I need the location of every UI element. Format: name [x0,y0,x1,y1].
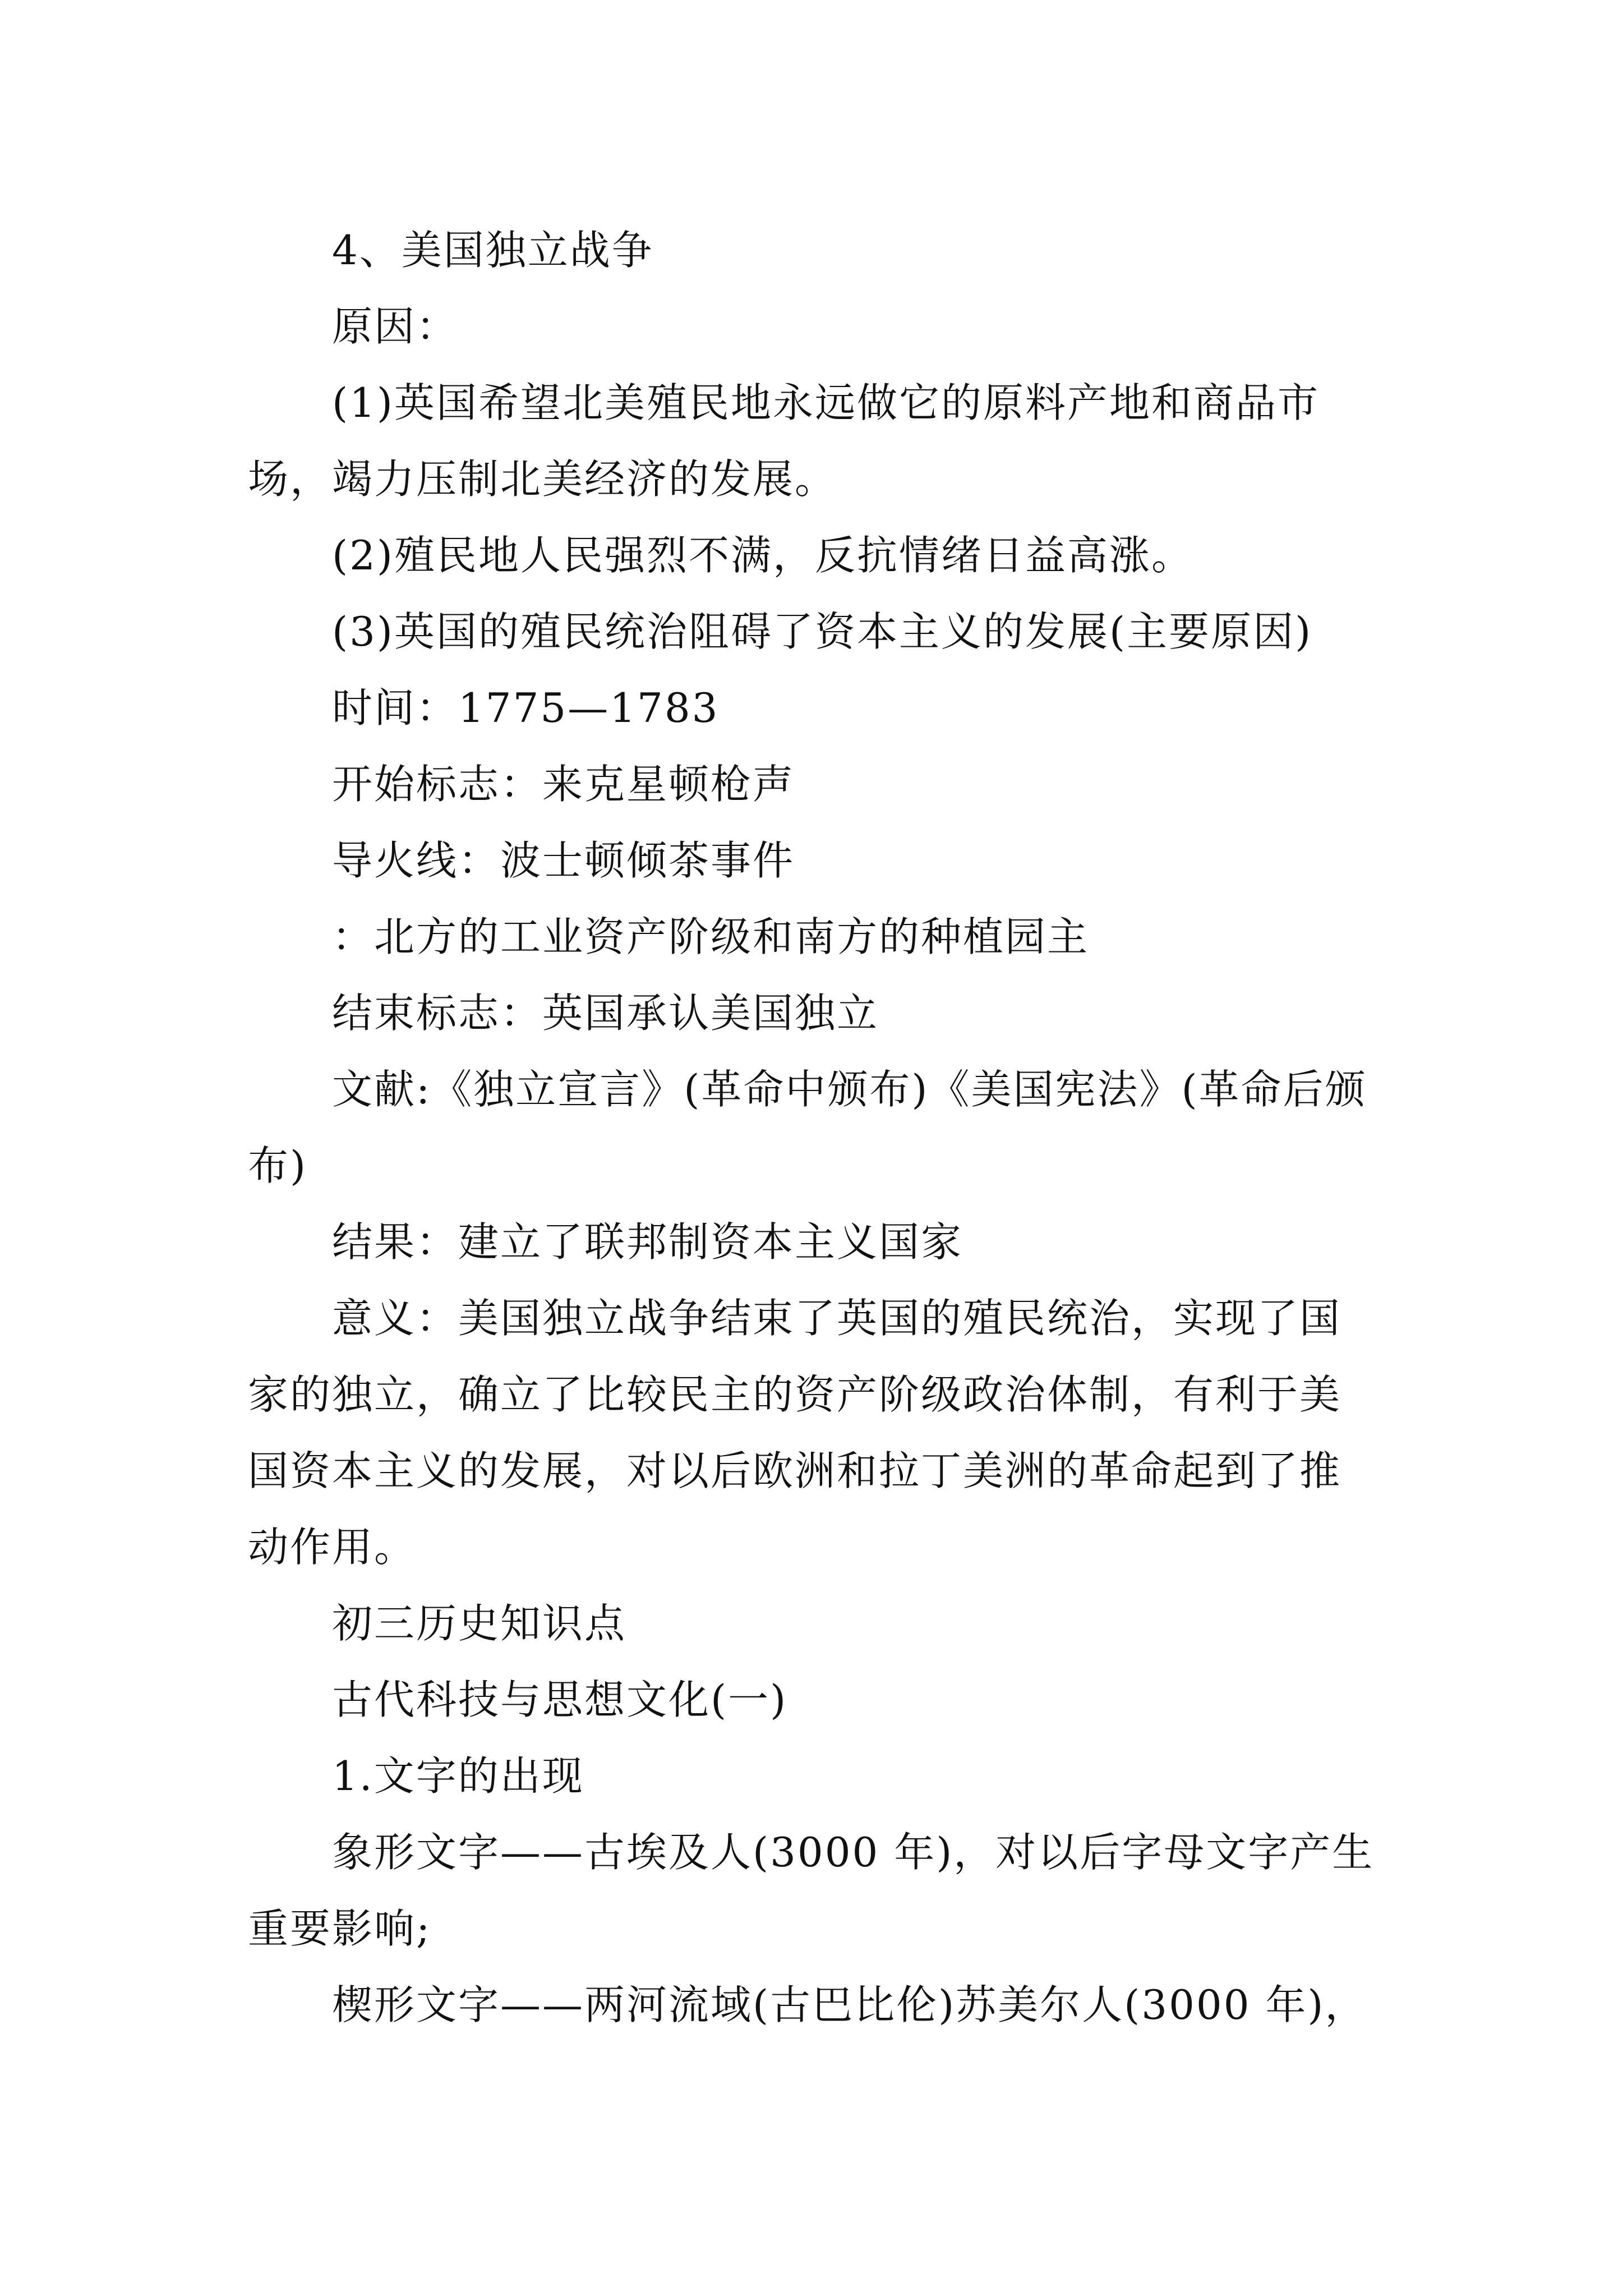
paragraph-cause-1: (1)英国希望北美殖民地永远做它的原料产地和商品市场，竭力压制北美经济的发展。 [248,379,1320,503]
section-heading-american-war: 4、美国独立战争 [332,227,654,274]
paragraph-cause-2: (2)殖民地人民强烈不满，反抗情绪日益高涨。 [332,532,1193,579]
paragraph-significance: 意义：美国独立战争结束了英国的殖民统治，实现了国家的独立，确立了比较民主的资产阶级政治体制，有利于美国资本主义的发展，对以后欧洲和拉丁美洲的革命起到了推动作用。 [248,1295,1342,1571]
paragraph-time: 时间：1775—1783 [332,684,720,731]
paragraph-trigger: 导火线：波士顿倾茶事件 [332,837,795,884]
paragraph-documents: 文献:《独立宣言》(革命中颁布)《美国宪法》(革命后颁布) [248,1066,1367,1189]
section-heading-knowledge: 初三历史知识点 [332,1600,627,1647]
paragraph-start-sign: 开始标志：来克星顿枪声 [332,761,795,808]
section-heading-ancient-culture: 古代科技与思想文化(一) [332,1676,788,1723]
paragraph-hieroglyphs: 象形文字——古埃及人(3000 年)，对以后字母文字产生重要影响; [248,1829,1375,1952]
paragraph-causes-label: 原因： [332,303,459,350]
document-body [248,212,1381,2043]
subsection-heading-writing: 1.文字的出现 [332,1752,584,1800]
paragraph-result: 结果：建立了联邦制资本主义国家 [332,1218,963,1266]
paragraph-end-sign: 结束标志：英国承认美国独立 [332,990,879,1037]
paragraph-cuneiform: 楔形文字——两河流域(古巴比伦)苏美尔人(3000 年)， [332,1981,1367,2028]
paragraph-leaders: ：北方的工业资产阶级和南方的种植园主 [332,913,1090,960]
paragraph-cause-3: (3)英国的殖民统治阻碍了资本主义的发展(主要原因) [332,608,1313,655]
